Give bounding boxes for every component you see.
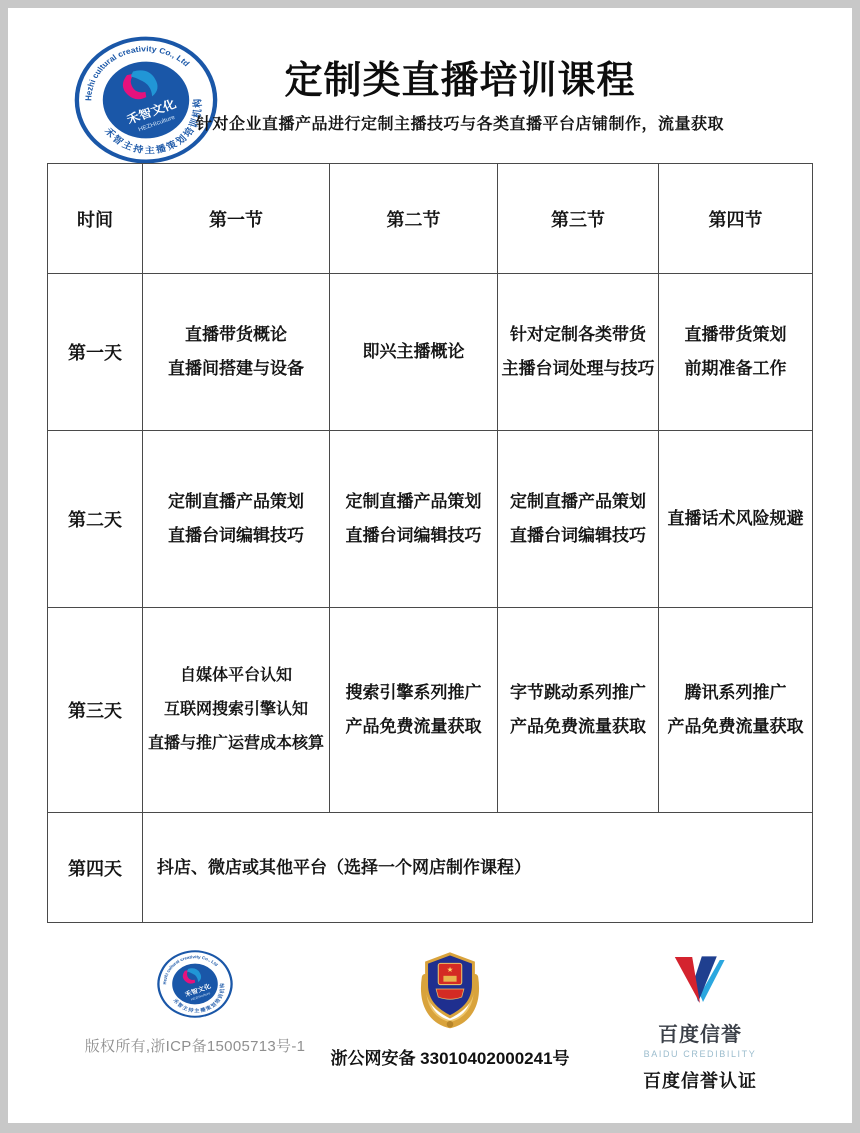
baidu-credibility-icon xyxy=(669,954,731,1008)
course-line: 产品免费流量获取 xyxy=(345,717,482,736)
course-line: 字节跳动系列推广 xyxy=(510,683,646,702)
course-cell xyxy=(498,431,659,608)
course-line: 抖店、微店或其他平台（选择一个网店制作课程） xyxy=(157,857,531,877)
day-label: 第四天 xyxy=(48,813,143,923)
police-record-text: 浙公网安备 33010402000241号 xyxy=(330,1049,570,1068)
col-header-session-2: 第二节 xyxy=(330,164,498,274)
col-header-session-1: 第一节 xyxy=(143,164,330,274)
course-line: 直播台词编辑技巧 xyxy=(168,526,304,545)
course-line: 定制直播产品策划 xyxy=(345,492,482,511)
course-cell xyxy=(143,608,330,813)
course-cell xyxy=(659,431,813,608)
course-line: 腾讯系列推广 xyxy=(684,683,787,702)
course-schedule-table xyxy=(47,163,813,923)
course-cell xyxy=(659,608,813,813)
hezhi-footer-logo xyxy=(157,950,233,1018)
course-cell xyxy=(330,274,498,431)
course-line: 针对定制各类带货 xyxy=(510,325,646,344)
course-line: 前期准备工作 xyxy=(684,359,787,378)
course-line: 直播台词编辑技巧 xyxy=(345,526,482,545)
course-cell xyxy=(659,274,813,431)
course-line: 直播台词编辑技巧 xyxy=(510,526,646,545)
footer-baidu-block xyxy=(580,954,820,1093)
course-line: 定制直播产品策划 xyxy=(510,492,646,511)
copyright-icp-text: 版权所有,浙ICP备15005713号-1 xyxy=(84,1038,306,1055)
col-header-session-3: 第三节 xyxy=(498,164,659,274)
course-line: 搜索引擎系列推广 xyxy=(345,683,482,702)
day-label: 第二天 xyxy=(48,431,143,608)
course-line: 自媒体平台认知 xyxy=(179,667,292,684)
course-line: 即兴主播概论 xyxy=(362,342,465,361)
course-cell xyxy=(498,274,659,431)
header xyxy=(68,58,852,134)
course-line: 直播带货概论 xyxy=(185,325,287,344)
table-header-row xyxy=(48,164,813,274)
course-line: 产品免费流量获取 xyxy=(510,717,646,736)
course-cell xyxy=(330,608,498,813)
table-row-day1 xyxy=(48,274,813,431)
page-title: 定制类直播培训课程 xyxy=(284,60,636,102)
course-line: 主播台词处理与技巧 xyxy=(501,359,655,378)
footer-copyright-block xyxy=(70,950,320,1056)
course-line: 互联网搜索引擎认知 xyxy=(163,701,308,718)
baidu-cert-text: 百度信誉认证 xyxy=(643,1071,757,1091)
course-line: 直播话术风险规避 xyxy=(667,509,804,528)
course-cell xyxy=(330,431,498,608)
course-cell xyxy=(143,431,330,608)
page-subtitle: 针对企业直播产品进行定制主播技巧与各类直播平台店铺制作，流量获取 xyxy=(195,116,724,133)
course-line: 直播间搭建与设备 xyxy=(168,359,304,378)
police-badge-icon xyxy=(413,948,487,1030)
table-row-day4 xyxy=(48,813,813,923)
course-line: 直播与推广运营成本核算 xyxy=(147,735,324,752)
course-cell xyxy=(498,608,659,813)
baidu-credibility-cn: 百度信誉 xyxy=(658,1024,742,1046)
footer-police-block xyxy=(330,948,570,1069)
day-label: 第一天 xyxy=(48,274,143,431)
table-row-day2 xyxy=(48,431,813,608)
course-line: 直播带货策划 xyxy=(684,325,787,344)
col-header-time: 时间 xyxy=(48,164,143,274)
day-label: 第三天 xyxy=(48,608,143,813)
course-cell xyxy=(143,274,330,431)
table-row-day3 xyxy=(48,608,813,813)
baidu-credibility-en: BAIDU CREDIBILITY xyxy=(643,1049,757,1059)
col-header-session-4: 第四节 xyxy=(659,164,813,274)
course-line: 定制直播产品策划 xyxy=(168,492,304,511)
course-cell-merged xyxy=(143,813,813,923)
course-line: 产品免费流量获取 xyxy=(667,717,804,736)
